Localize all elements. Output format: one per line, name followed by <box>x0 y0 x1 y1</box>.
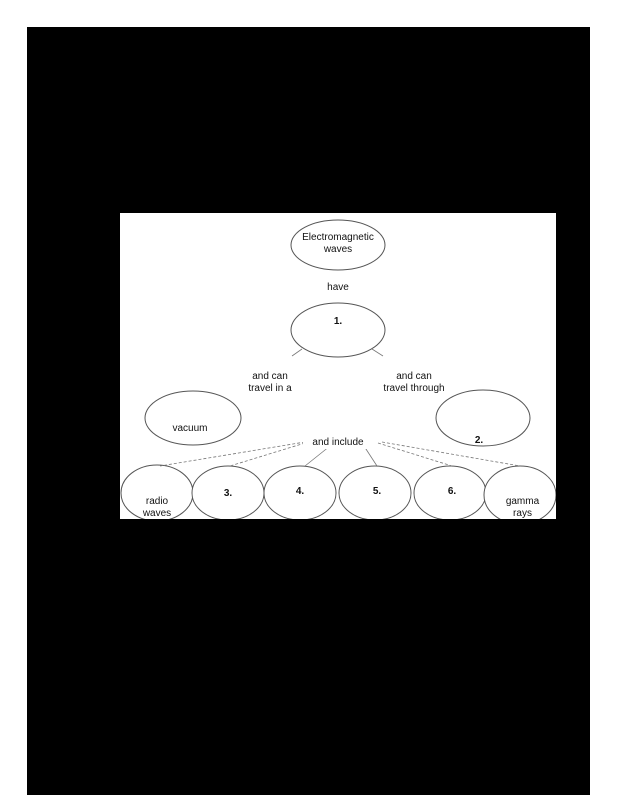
link-right-line1: and can <box>396 371 432 382</box>
node-1-shape <box>291 303 385 357</box>
node-1-label: 1. <box>333 316 343 327</box>
radio-line2: waves <box>142 508 172 519</box>
link-left-line1: and can <box>252 371 288 382</box>
document-page <box>27 27 590 795</box>
link-radio <box>160 442 305 466</box>
link-have-label: have <box>327 282 349 293</box>
link-left-label <box>235 371 305 395</box>
link-right-label <box>374 371 454 395</box>
link-4 <box>305 446 330 466</box>
root-node-label <box>288 232 388 256</box>
radio-node-label <box>127 496 187 519</box>
node-6-label: 6. <box>447 486 457 497</box>
gamma-node-label <box>495 496 550 519</box>
stub-right <box>372 349 383 356</box>
stub-left <box>292 349 302 356</box>
gamma-line1: gamma <box>505 496 540 507</box>
gamma-line2: rays <box>513 508 532 519</box>
concept-map-lines <box>120 213 556 519</box>
concept-map <box>120 213 556 519</box>
link-include-label: and include <box>303 437 373 449</box>
vacuum-node-label: vacuum <box>172 423 208 434</box>
link-right-line2: travel through <box>383 383 445 394</box>
radio-line1: radio <box>145 496 169 507</box>
vacuum-node-shape <box>145 391 241 445</box>
node-3-label: 3. <box>223 488 233 499</box>
link-5 <box>364 446 377 466</box>
root-line2: waves <box>323 244 353 255</box>
node-2-label: 2. <box>474 435 484 446</box>
link-6 <box>378 443 452 466</box>
link-left-line2: travel in a <box>248 383 292 394</box>
link-gamma <box>382 442 520 466</box>
node-5-label: 5. <box>372 486 382 497</box>
node-4-label: 4. <box>295 486 305 497</box>
link-3 <box>230 443 305 466</box>
root-line1: Electromagnetic <box>302 232 374 243</box>
